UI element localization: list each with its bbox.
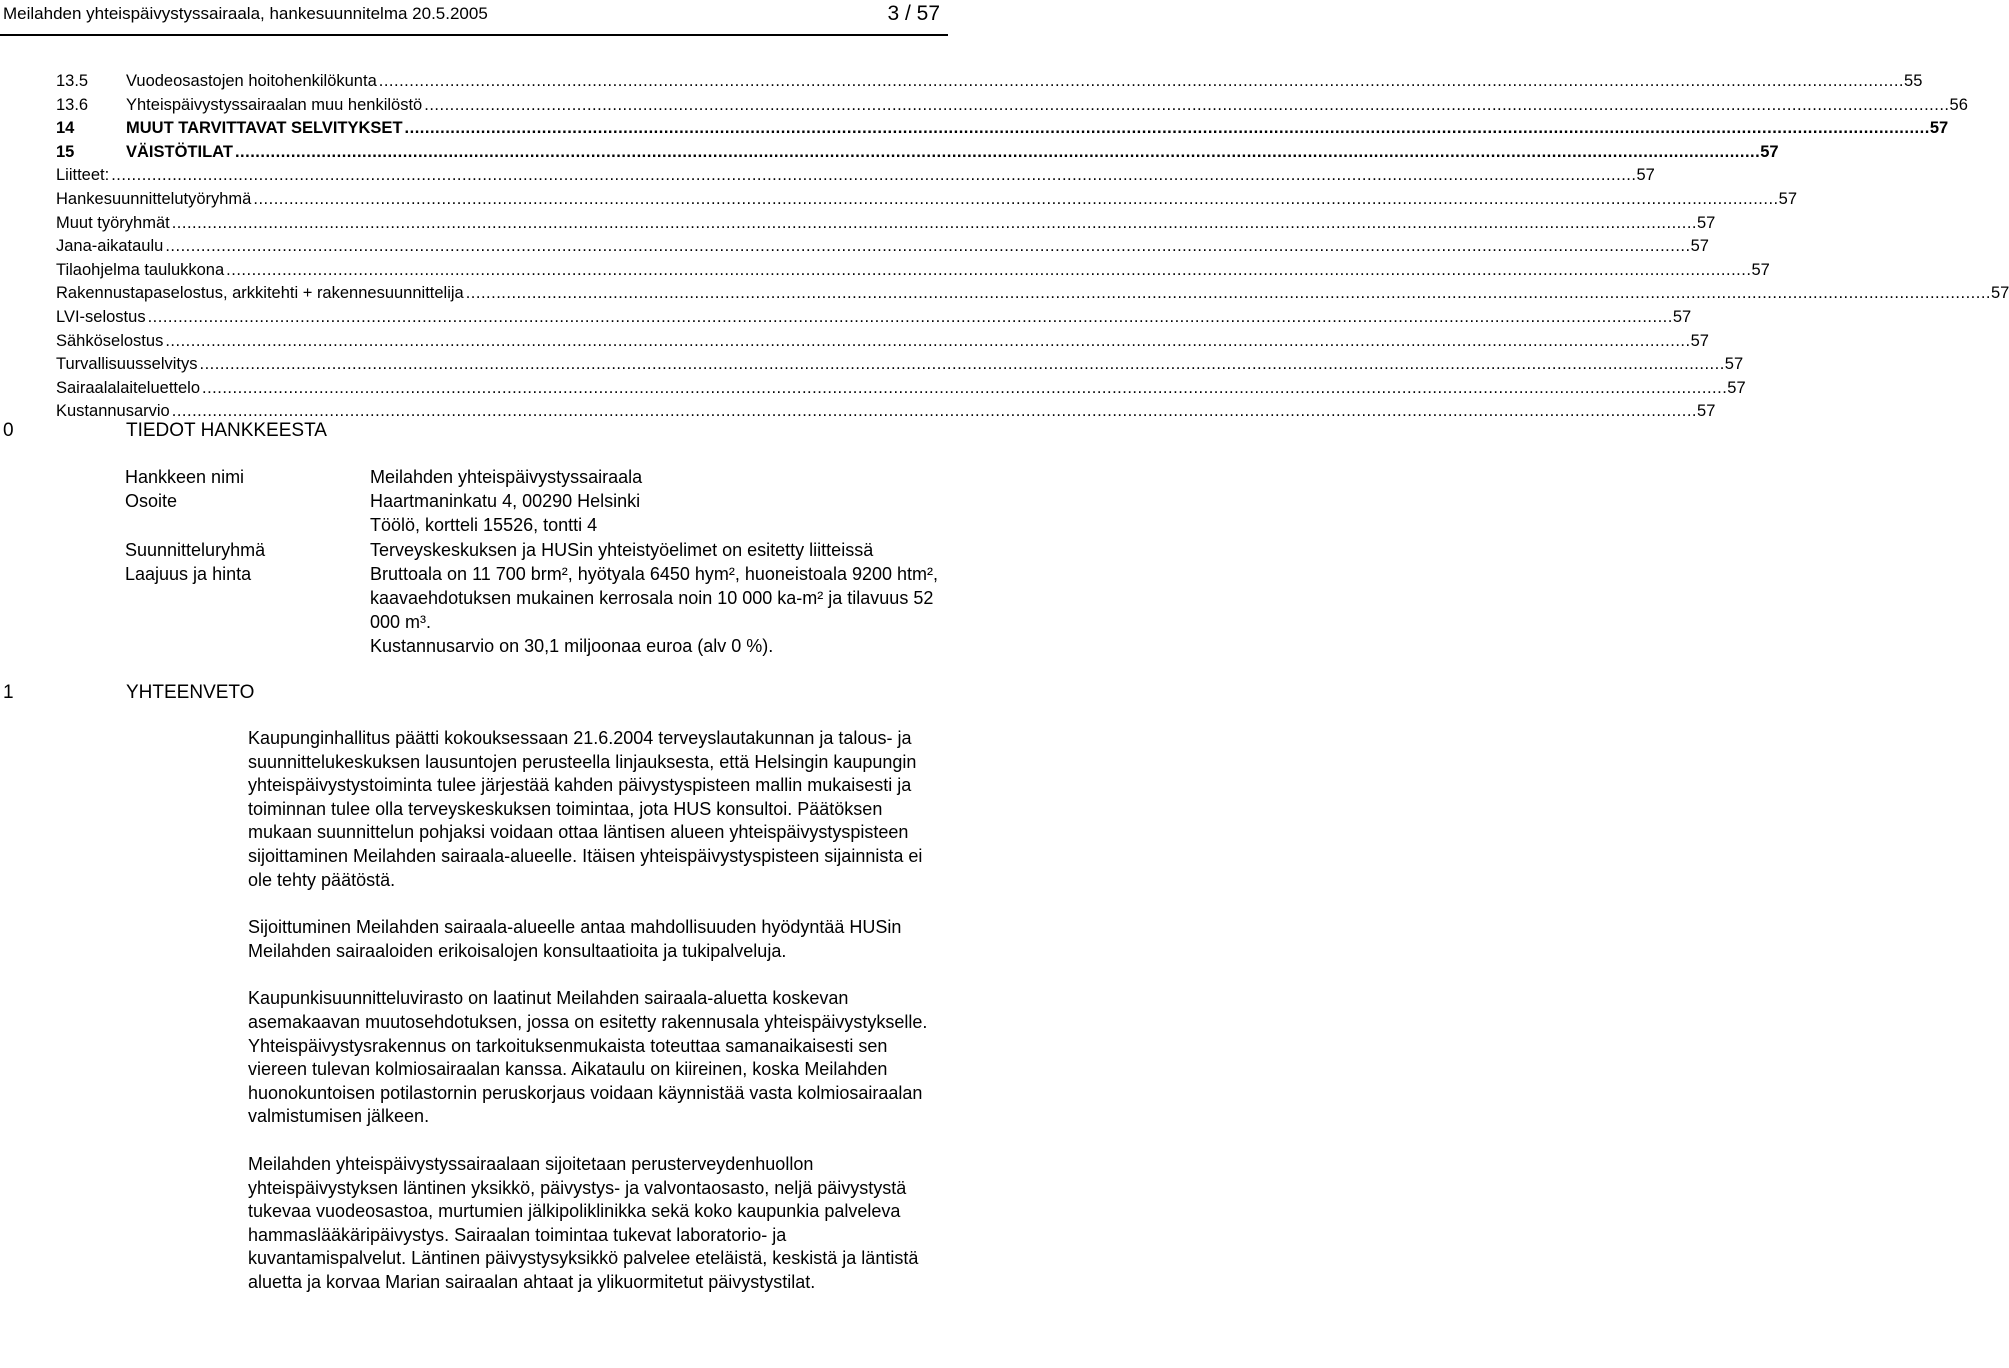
- toc-dot-leader: ............................................................................................................................................................................................................................................................................................................: [199, 355, 1725, 374]
- info-row: [125, 562, 955, 635]
- toc-dot-leader: ............................................................................................................................................................................................................................................................................................................: [424, 95, 1950, 114]
- toc-dot-leader: ............................................................................................................................................................................................................................................................................................................: [165, 331, 1691, 350]
- project-info-table: [125, 465, 955, 659]
- toc-entry-page: 55: [1904, 72, 1923, 90]
- section-number: 0: [3, 420, 14, 441]
- page-number: 3 / 57: [887, 2, 940, 25]
- toc-dot-leader: ............................................................................................................................................................................................................................................................................................................: [234, 142, 1761, 161]
- section-number: 1: [3, 682, 14, 703]
- toc-entry[interactable]: [0, 259, 1770, 283]
- toc-entry-title: LVI-selostus: [56, 307, 146, 326]
- info-value: Töölö, kortteli 15526, tontti 4: [370, 515, 598, 536]
- toc-entry-page: 57: [1636, 166, 1655, 185]
- toc-entry-page: 57: [1727, 378, 1746, 397]
- toc-entry-title: Vuodeosastojen hoitohenkilökunta: [126, 72, 377, 90]
- document-title: Meilahden yhteispäivystyssairaala, hankesuunnitelma 20.5.2005: [3, 4, 488, 23]
- toc-dot-leader: ............................................................................................................................................................................................................................................................................................................: [202, 378, 1728, 397]
- toc-entry[interactable]: [0, 141, 1779, 165]
- toc-entry-title: Hankesuunnittelutyöryhmä: [56, 189, 252, 208]
- summary-text: [248, 727, 948, 1318]
- toc-entry-page: 57: [1690, 237, 1709, 256]
- toc-dot-leader: ............................................................................................................................................................................................................................................................................................................: [147, 307, 1673, 326]
- toc-dot-leader: ............................................................................................................................................................................................................................................................................................................: [404, 119, 1930, 138]
- toc-entry-title: Tilaohjelma taulukkona: [56, 260, 225, 279]
- toc-entry[interactable]: [0, 306, 1692, 330]
- toc-entry-page: 57: [1778, 189, 1797, 208]
- toc-entry-page: 57: [1697, 402, 1716, 421]
- toc-entry-page: 56: [1949, 95, 1968, 114]
- body-paragraph: Kaupunkisuunnitteluvirasto on laatinut Meilahden sairaala-aluetta koskevan asemakaavan muutosehdotuksen, jossa on esitetty rakennusala yhteispäivystykselle. Yhteispäivystysrakennus on tarkoituksenmukaista toteuttaa samanaikaisesti sen viereen tulevan kolmiosairaalan kanssa. Aikataulu on kiireinen, koska Meilahden huonokuntoisen potilastornin peruskorjaus voidaan käynnistää vasta kolmiosairaalan valmistumisen jälkeen.: [248, 988, 928, 1127]
- toc-entry-title: Yhteispäivystyssairaalan muu henkilöstö: [126, 95, 423, 114]
- info-value: Kustannusarvio on 30,1 miljoonaa euroa (alv 0 %).: [370, 636, 774, 657]
- toc-entry-number: 13.5: [56, 72, 89, 90]
- toc-dot-leader: ............................................................................................................................................................................................................................................................................................................: [171, 213, 1697, 232]
- body-paragraph: Sijoittuminen Meilahden sairaala-alueelle antaa mahdollisuuden hyödyntää HUSin Meilahden sairaaloiden erikoisalojen konsultaatioita ja tukipalveluja.: [248, 917, 902, 961]
- info-row: [125, 634, 955, 658]
- toc-entry-title: Muut työryhmät: [56, 213, 170, 232]
- toc-dot-leader: ............................................................................................................................................................................................................................................................................................................: [465, 284, 1991, 303]
- toc-entry[interactable]: [0, 377, 1746, 401]
- section-title: TIEDOT HANKKEESTA: [126, 420, 327, 441]
- toc-entry-page: 57: [1929, 119, 1949, 138]
- toc-entry-title: VÄISTÖTILAT: [126, 142, 233, 161]
- toc-entry[interactable]: [0, 94, 1968, 118]
- toc-entry[interactable]: [0, 117, 1949, 141]
- info-label: Laajuus ja hinta: [125, 563, 252, 584]
- info-label: Suunnitteluryhmä: [125, 539, 266, 560]
- toc-entry-title: MUUT TARVITTAVAT SELVITYKSET: [126, 119, 403, 138]
- toc-dot-leader: ............................................................................................................................................................................................................................................................................................................: [253, 189, 1779, 208]
- toc-entry-page: 57: [1991, 284, 2009, 303]
- toc-entry-title: Sairaalalaiteluettelo: [56, 378, 201, 397]
- toc-entry-title: Kustannusarvio: [56, 402, 170, 421]
- toc-entry-page: 57: [1760, 142, 1779, 161]
- info-label: Hankkeen nimi: [125, 467, 245, 487]
- toc-entry-number: 15: [56, 142, 75, 161]
- toc-dot-leader: ............................................................................................................................................................................................................................................................................................................: [378, 72, 1905, 90]
- toc-entry-number: 14: [56, 119, 75, 138]
- toc-entry-title: Sähköselostus: [56, 331, 164, 350]
- toc-entry[interactable]: [0, 353, 1744, 377]
- toc-entry[interactable]: [0, 164, 1655, 188]
- toc-entry[interactable]: [0, 212, 1716, 236]
- toc-entry-page: 57: [1751, 260, 1770, 279]
- toc-entry-page: 57: [1724, 355, 1744, 374]
- toc-entry[interactable]: [0, 235, 1709, 259]
- info-value: Meilahden yhteispäivystyssairaala: [370, 467, 643, 487]
- page-header: [0, 2, 940, 30]
- toc-entry-title: Turvallisuusselvitys: [56, 355, 198, 374]
- toc-dot-leader: ............................................................................................................................................................................................................................................................................................................: [165, 237, 1691, 256]
- toc-entry[interactable]: [0, 70, 1923, 94]
- toc-dot-leader: ............................................................................................................................................................................................................................................................................................................: [171, 402, 1698, 421]
- toc-dot-leader: ............................................................................................................................................................................................................................................................................................................: [111, 166, 1637, 185]
- body-paragraph: Meilahden yhteispäivystyssairaalaan sijoitetaan perusterveydenhuollon yhteispäivystyksen läntinen yksikkö, päivystys- ja valvontaosasto, neljä päivystystä tukevaa vuodeosastoa, murtumien jälkipoliklinikka sekä koko kaupunkia palveleva hammaslääkäripäivystys. Sairaalan toimintaa tukevat laboratorio- ja kuvantamispalvelut. Läntinen päivystysyksikkö palvelee eteläistä, keskistä ja läntistä aluetta ja korvaa Marian sairaalan ahtaat ja ylikuormitetut päivystystilat.: [248, 1153, 919, 1292]
- toc-entry-title: Liitteet:: [56, 166, 110, 185]
- toc-entry-page: 57: [1672, 307, 1692, 326]
- info-label: Osoite: [125, 491, 178, 512]
- toc-entry-page: 57: [1697, 213, 1716, 232]
- body-paragraph: Kaupunginhallitus päätti kokouksessaan 21.6.2004 terveyslautakunnan ja talous- ja suunnittelukeskuksen lausuntojen perusteella linjauksesta, että Helsingin kaupungin yhteispäivystystoiminta tulee järjestää kahden päivystyspisteen mallin mukaisesti ja toiminnan tulee olla terveyskeskuksen toimintaa, jota HUS konsultoi. Päätöksen mukaan suunnittelun pohjaksi voidaan ottaa läntisen alueen yhteispäivystyspisteen sijoittaminen Meilahden sairaala-alueelle. Itäisen yhteispäivystyspisteen sijainnista ei ole tehty päätöstä.: [248, 728, 923, 890]
- toc-entry[interactable]: [0, 188, 1797, 212]
- info-value: Bruttoala on 11 700 brm², hyötyala 6450 hym², huoneistoala 9200 htm², kaavaehdotuksen mukainen kerrosala noin 10 000 ka-m² ja tilavuus 52 000 m³.: [370, 563, 939, 633]
- table-of-contents: [0, 70, 2009, 424]
- header-divider: [0, 34, 948, 36]
- toc-entry-title: Rakennustapaselostus, arkkitehti + rakennesuunnittelija: [56, 284, 464, 303]
- info-row: [125, 489, 955, 513]
- info-row: [125, 465, 955, 489]
- info-row: [125, 513, 955, 537]
- toc-entry[interactable]: [0, 282, 2009, 306]
- info-value: Terveyskeskuksen ja HUSin yhteistyöelimet on esitetty liitteissä: [370, 539, 874, 560]
- toc-entry-page: 57: [1690, 331, 1709, 350]
- info-value: Haartmaninkatu 4, 00290 Helsinki: [370, 491, 641, 512]
- toc-dot-leader: ............................................................................................................................................................................................................................................................................................................: [226, 260, 1752, 279]
- info-row: [125, 538, 955, 562]
- toc-entry-number: 13.6: [56, 95, 89, 114]
- toc-entry[interactable]: [0, 330, 1709, 354]
- section-title: YHTEENVETO: [126, 682, 255, 703]
- toc-entry-title: Jana-aikataulu: [56, 237, 164, 256]
